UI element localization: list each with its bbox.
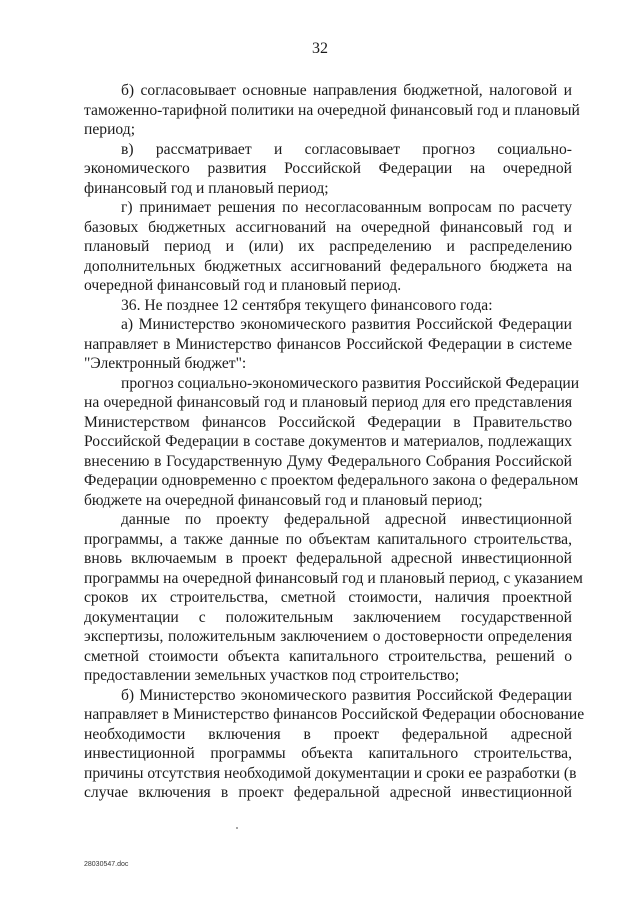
text-line: программы, а также данные по объектам капитального строительства, xyxy=(84,530,572,548)
text-line: на очередной финансовый год и плановый период для его представления xyxy=(84,394,572,411)
text-line: очередной финансовый год и плановый период. xyxy=(84,277,402,294)
text-line: необходимости включения в проект федеральной адресной xyxy=(84,725,572,743)
text-line: базовых бюджетных ассигнований на очередной финансовый год и xyxy=(84,218,572,236)
paragraph-b-agree xyxy=(84,81,580,140)
footer-filename: 28030547.doc xyxy=(84,861,129,868)
text-line: направляет в Министерство финансов Российской Федерации обоснование xyxy=(84,706,585,723)
text-line: "Электронный бюджет": xyxy=(84,355,247,372)
text-line: сметной стоимости объекта капитального строительства, решений о xyxy=(84,647,572,665)
text-line: плановый период и (или) их распределению и распределению xyxy=(84,238,572,255)
text-line: внесению в Государственную Думу Федерального Собрания Российской xyxy=(84,452,572,470)
text-line: предоставлении земельных участков под строительство; xyxy=(84,667,460,684)
text-line: прогноз социально-экономического развития Российской Федерации xyxy=(121,374,580,392)
text-line: 36. Не позднее 12 сентября текущего финансового года: xyxy=(121,296,493,314)
text-line: а) Министерство экономического развития Российской Федерации xyxy=(121,316,572,333)
text-line: финансовый год и плановый период; xyxy=(84,179,329,197)
paragraph-a-ministry xyxy=(84,315,572,374)
page-number: 32 xyxy=(312,40,328,57)
scan-speck xyxy=(236,827,238,829)
text-line: направляет в Министерство финансов Российской Федерации в системе xyxy=(84,335,572,353)
paragraph-v-review xyxy=(84,140,572,199)
text-line: б) Министерство экономического развития Российской Федерации xyxy=(121,686,572,704)
text-line: период; xyxy=(84,121,136,138)
text-line: Министерством финансов Российской Федерации в Правительство xyxy=(84,413,572,431)
text-line: причины отсутствия необходимой документации и сроки ее разработки (в xyxy=(84,764,577,782)
text-line: таможенно-тарифной политики на очередной финансовый год и плановый xyxy=(84,101,580,119)
text-line: инвестиционной программы объекта капитального строительства, xyxy=(84,745,572,762)
document-body xyxy=(84,81,585,803)
text-line: сроков их строительства, сметной стоимости, наличия проектной xyxy=(84,589,572,606)
text-line: дополнительных бюджетных ассигнований федерального бюджета на xyxy=(84,257,572,275)
paragraph-b-ministry xyxy=(84,686,585,803)
text-line: документации с положительным заключением государственной xyxy=(84,608,572,626)
text-line: экономического развития Российской Федерации на очередной xyxy=(84,160,572,177)
text-line: случае включения в проект федеральной адресной инвестиционной xyxy=(84,784,572,801)
text-line: Российской Федерации в составе документов и материалов, подлежащих xyxy=(84,433,572,450)
text-line: бюджете на очередной финансовый год и плановый период; xyxy=(84,491,483,509)
text-line: программы на очередной финансовый год и плановый период, с указанием xyxy=(84,569,583,587)
text-line: в) рассматривает и согласовывает прогноз социально- xyxy=(121,140,572,158)
paragraph-item-36 xyxy=(84,296,572,316)
paragraph-g-decisions xyxy=(84,198,572,296)
text-line: Федерации одновременно с проектом федерального закона о федеральном xyxy=(84,472,579,489)
paragraph-data-program xyxy=(84,510,583,686)
text-line: данные по проекту федеральной адресной инвестиционной xyxy=(121,511,572,528)
text-line: вновь включаемым в проект федеральной адресной инвестиционной xyxy=(84,550,572,567)
text-line: б) согласовывает основные направления бюджетной, налоговой и xyxy=(121,82,572,99)
paragraph-forecast xyxy=(84,374,580,511)
text-line: г) принимает решения по несогласованным вопросам по расчету xyxy=(121,199,572,216)
text-line: экспертизы, положительным заключением о достоверности определения xyxy=(84,628,572,645)
